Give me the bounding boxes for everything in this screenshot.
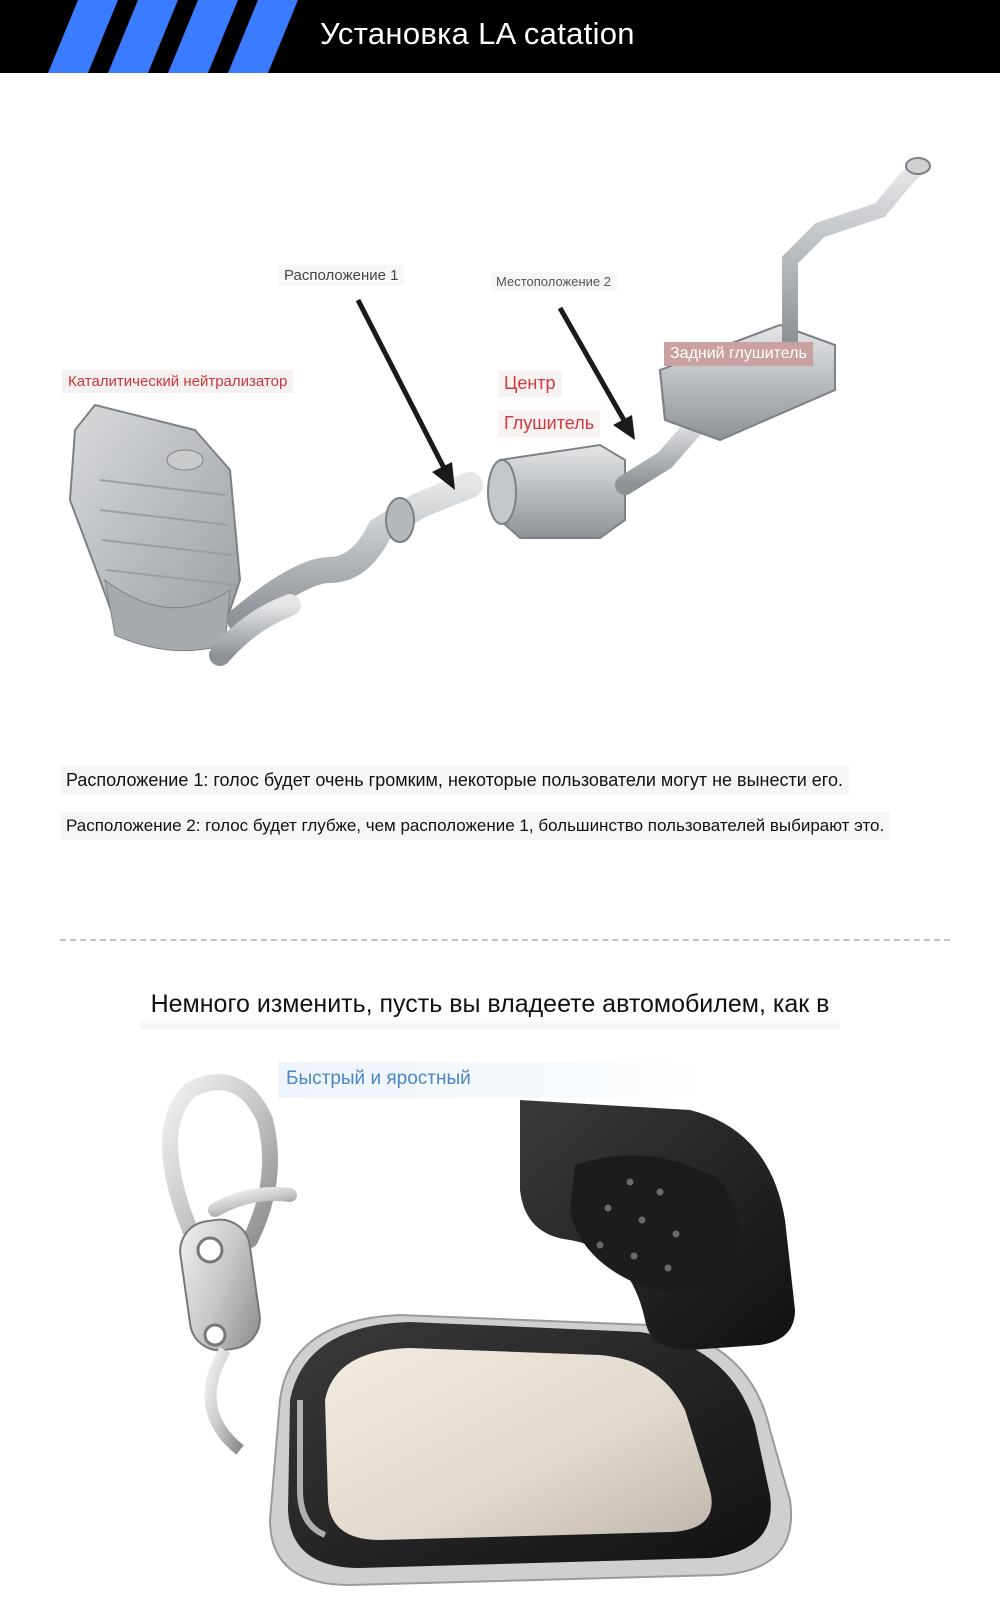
page-title: Установка LA catation (320, 16, 635, 51)
promo-slogan: Немного изменить, пусть вы владеете автомобилем, как в (140, 990, 840, 1029)
center-label: Центр (498, 370, 562, 397)
keyring-clasp (170, 1082, 290, 1450)
location1-description: Расположение 1: голос будет очень громким, некоторые пользователи могут не вынести его. (60, 766, 849, 795)
location2-description: Расположение 2: голос будет глубже, чем расположение 1, большинство пользователей выбирают это. (60, 812, 890, 840)
exhaust-system-diagram (0, 100, 1000, 740)
promo-subslogan: Быстрый и яростный (278, 1062, 708, 1098)
catalytic-converter-shape (70, 405, 240, 651)
header-banner (0, 0, 1000, 73)
key-fob-body (270, 1100, 795, 1585)
remote-key-fob-illustration (130, 1070, 830, 1600)
location1-arrow (358, 300, 455, 490)
decorative-stripes (0, 0, 300, 73)
location2-label: Местоположение 2 (490, 272, 617, 291)
rear-muffler-label: Задний глушитель (664, 342, 813, 366)
catalytic-converter-label: Каталитический нейтрализатор (62, 370, 293, 393)
section-divider (60, 939, 950, 941)
location1-label: Расположение 1 (278, 265, 404, 286)
center-muffler-shape (488, 445, 625, 538)
muffler-label: Глушитель (498, 410, 600, 437)
